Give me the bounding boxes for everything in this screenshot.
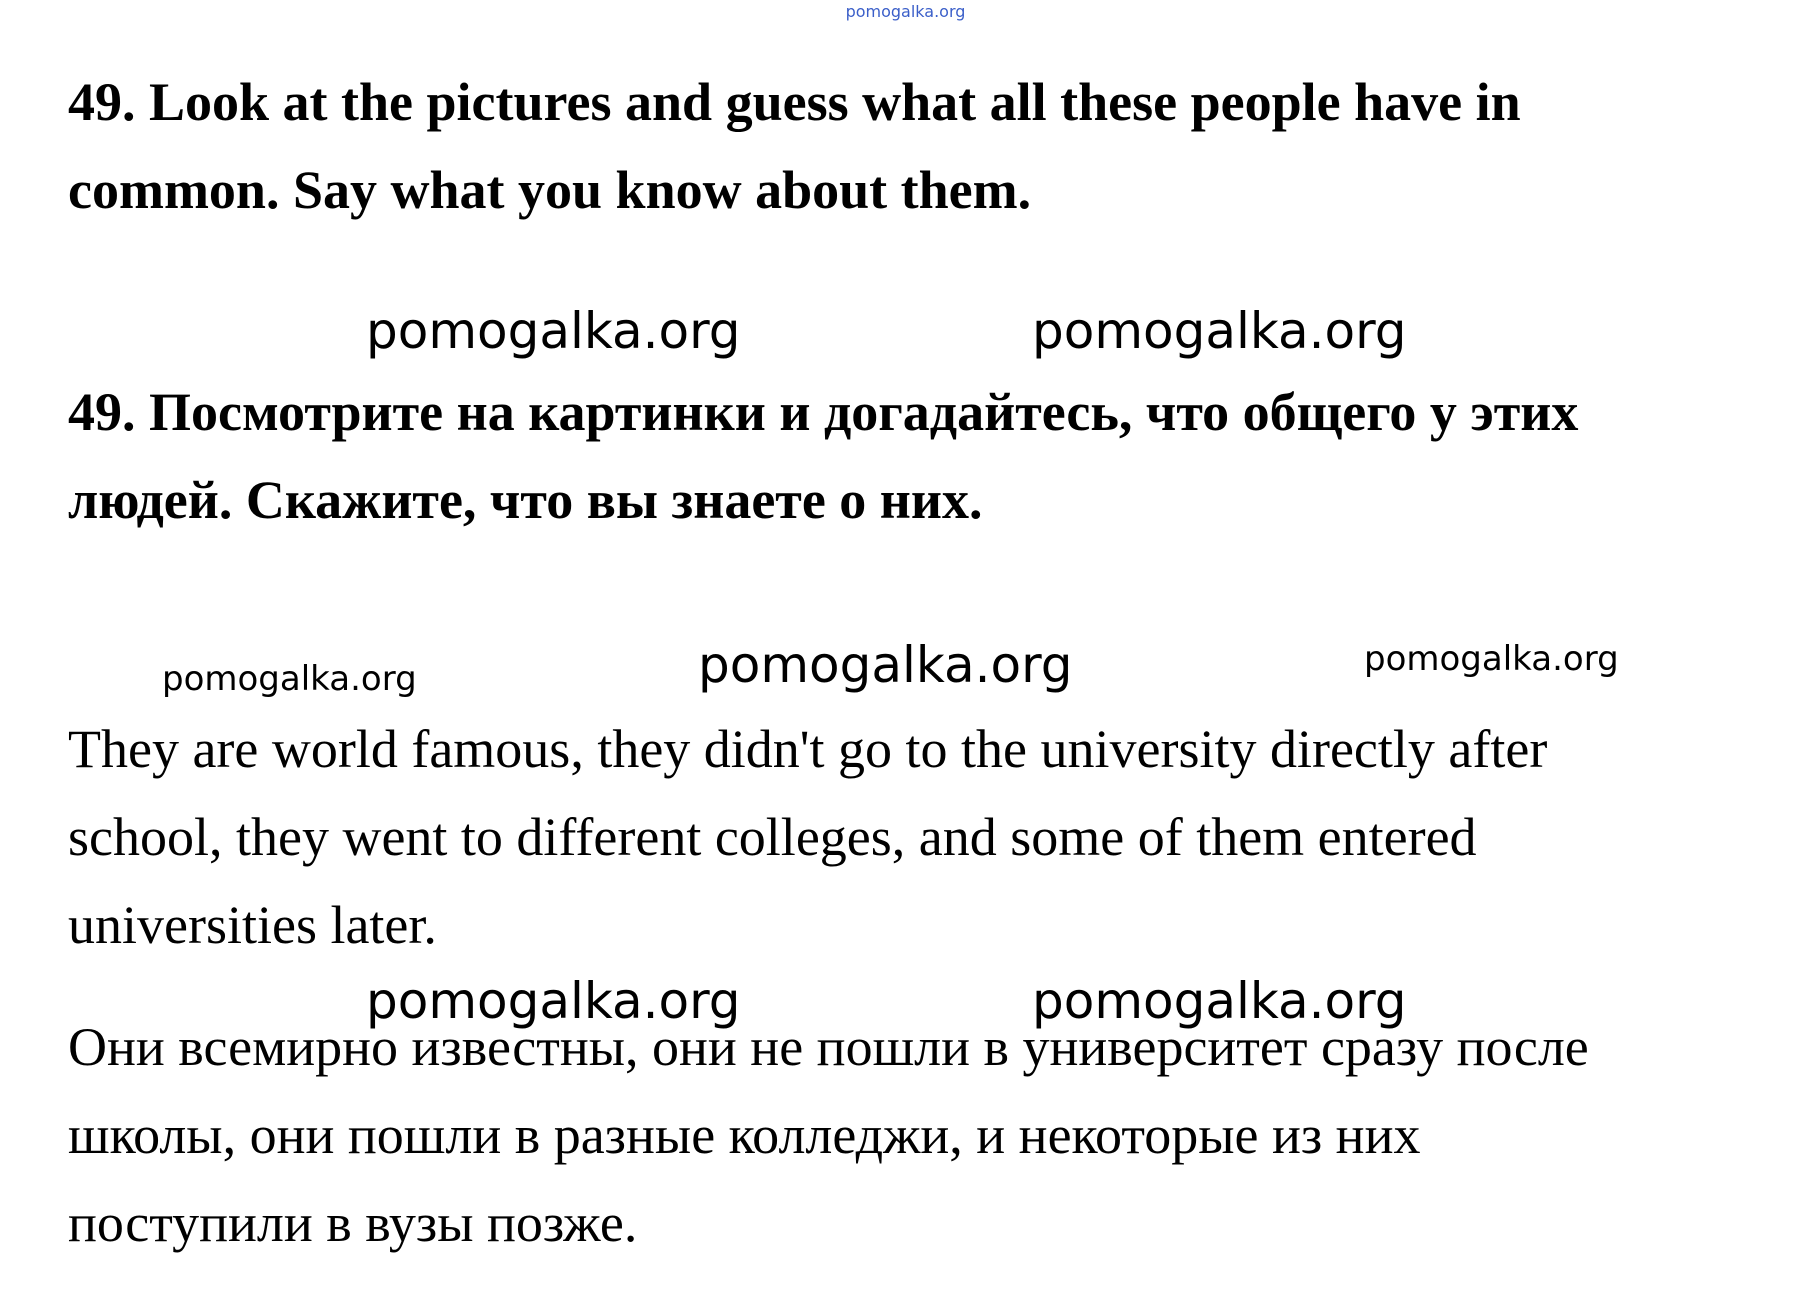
watermark: pomogalka.org	[366, 972, 741, 1030]
task-english-line: common. Say what you know about them.	[68, 160, 1032, 220]
task-english-line: 49. Look at the pictures and guess what all these people have in	[68, 72, 1521, 132]
answer-russian	[68, 1003, 1768, 1267]
answer-russian-line: школы, они пошли в разные колледжи, и некоторые из них	[68, 1105, 1421, 1165]
watermark: pomogalka.org	[162, 659, 417, 699]
answer-english-line: universities later.	[68, 895, 437, 955]
task-russian	[68, 368, 1768, 544]
answer-russian-line: Они всемирно известны, они не пошли в университет сразу после	[68, 1017, 1589, 1077]
task-russian-line: людей. Скажите, что вы знаете о них.	[68, 470, 983, 530]
site-link[interactable]: pomogalka.org	[845, 2, 966, 21]
task-english	[68, 58, 1768, 234]
watermark: pomogalka.org	[1032, 302, 1407, 360]
watermark: pomogalka.org	[1032, 972, 1407, 1030]
watermark: pomogalka.org	[1364, 639, 1619, 679]
watermark: pomogalka.org	[366, 302, 741, 360]
task-russian-line: 49. Посмотрите на картинки и догадайтесь, что общего у этих	[68, 382, 1579, 442]
answer-english-line: They are world famous, they didn't go to the university directly after	[68, 719, 1548, 779]
answer-english-line: school, they went to different colleges, and some of them entered	[68, 807, 1477, 867]
watermark: pomogalka.org	[698, 636, 1073, 694]
answer-english	[68, 705, 1768, 969]
answer-russian-line: поступили в вузы позже.	[68, 1193, 638, 1253]
